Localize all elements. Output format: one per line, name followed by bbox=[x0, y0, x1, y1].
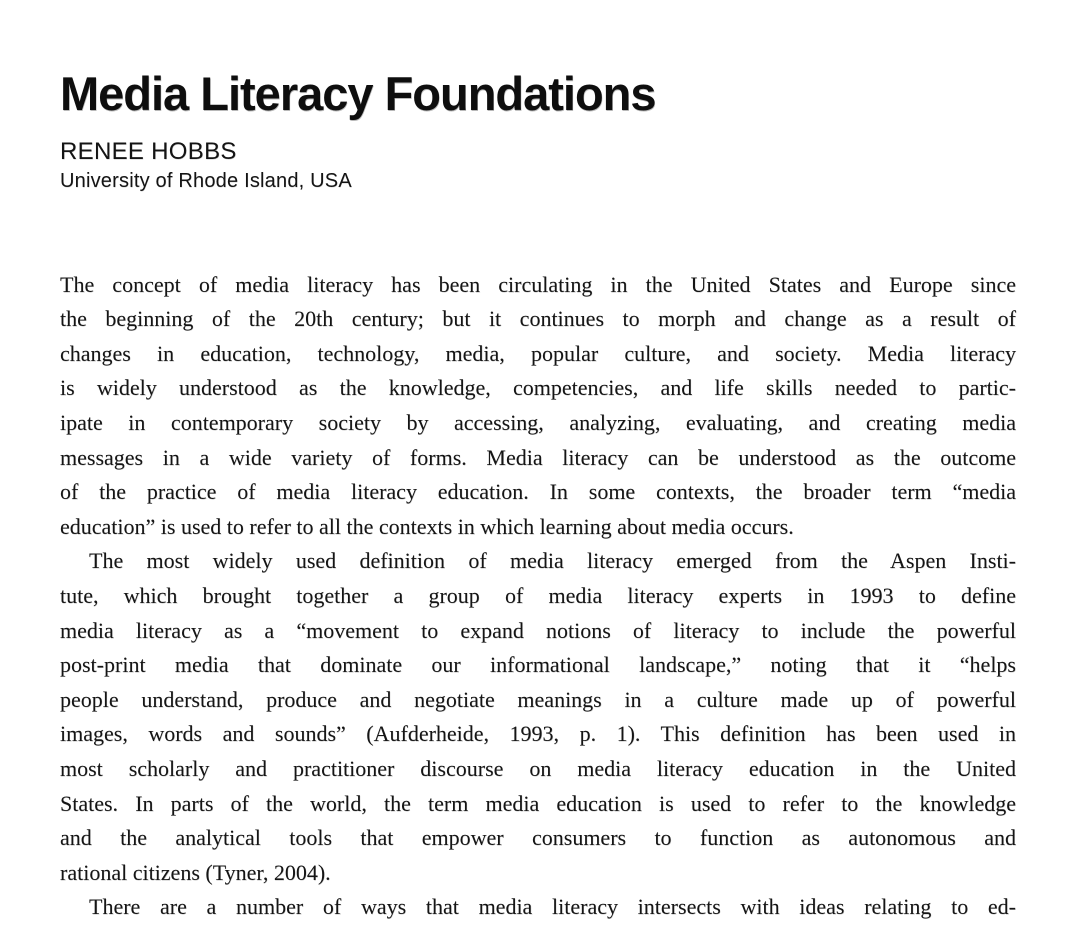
body-line: media literacy as a “movement to expand notions of literacy to include the powerful bbox=[60, 617, 1016, 643]
body-line: tute, which brought together a group of media literacy experts in 1993 to define bbox=[60, 582, 1016, 608]
body-line: most scholarly and practitioner discourse on media literacy education in the United bbox=[60, 755, 1016, 781]
body-line: of the practice of media literacy education. In some contexts, the broader term “media bbox=[60, 479, 1016, 505]
body-line: people understand, produce and negotiate meanings in a culture made up of powerful bbox=[60, 686, 1016, 712]
body-line: images, words and sounds” (Aufderheide, 1993, p. 1). This definition has been used in bbox=[60, 721, 1016, 747]
article-body bbox=[60, 268, 1016, 925]
body-line: the beginning of the 20th century; but it continues to morph and change as a result of bbox=[60, 306, 1016, 332]
body-line: The most widely used definition of media literacy emerged from the Aspen Insti- bbox=[89, 548, 1016, 574]
body-line: rational citizens (Tyner, 2004). bbox=[60, 859, 331, 885]
body-line: is widely understood as the knowledge, competencies, and life skills needed to partic- bbox=[60, 375, 1016, 401]
body-line: and the analytical tools that empower consumers to function as autonomous and bbox=[60, 825, 1016, 851]
body-line: States. In parts of the world, the term media education is used to refer to the knowledge bbox=[60, 790, 1016, 816]
body-line: education” is used to refer to all the contexts in which learning about media occurs. bbox=[60, 513, 794, 539]
paragraph bbox=[60, 268, 1016, 545]
paragraph bbox=[60, 890, 1016, 925]
author-name: RENEE HOBBS bbox=[60, 138, 237, 165]
body-line: ipate in contemporary society by accessing, analyzing, evaluating, and creating media bbox=[60, 409, 1016, 435]
body-line: messages in a wide variety of forms. Media literacy can be understood as the outcome bbox=[60, 444, 1016, 470]
body-line: There are a number of ways that media literacy intersects with ideas relating to ed- bbox=[89, 894, 1016, 920]
body-line: changes in education, technology, media, popular culture, and society. Media literacy bbox=[60, 340, 1016, 366]
author-affiliation: University of Rhode Island, USA bbox=[60, 169, 352, 192]
paragraph bbox=[60, 544, 1016, 890]
article-title: Media Literacy Foundations bbox=[60, 67, 656, 120]
body-line: post-print media that dominate our informational landscape,” noting that it “helps bbox=[60, 652, 1016, 678]
body-line: The concept of media literacy has been circulating in the United States and Europe since bbox=[60, 271, 1016, 297]
